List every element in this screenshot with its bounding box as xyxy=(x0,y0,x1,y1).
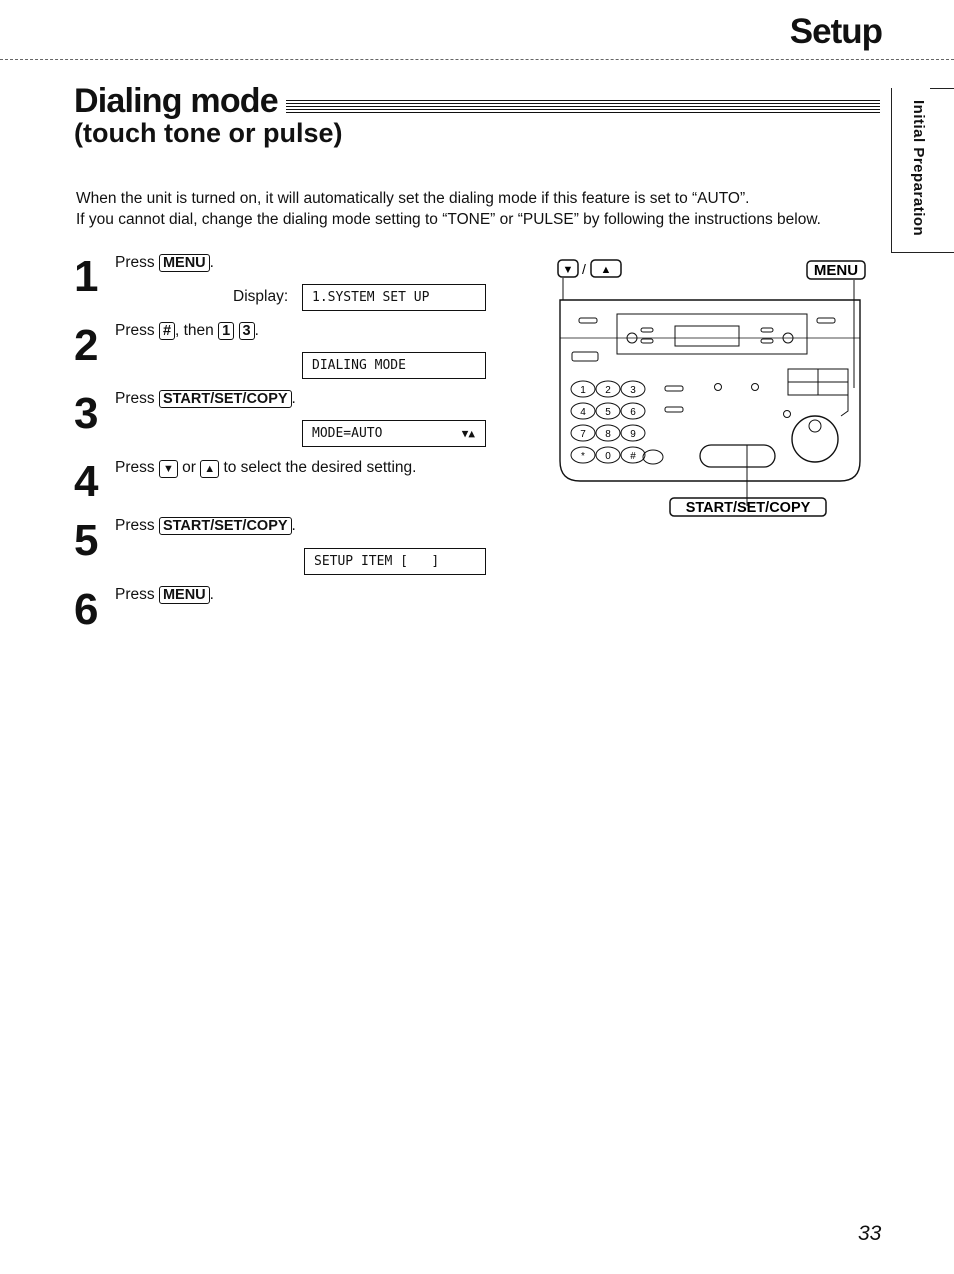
keypad-side-button-b xyxy=(665,407,683,412)
page-number: 33 xyxy=(858,1222,882,1245)
indicator-dot-c xyxy=(784,411,791,418)
section-title: Setup xyxy=(789,12,882,51)
keypad-label-2: 2 xyxy=(605,385,611,396)
fax-panel-diagram xyxy=(545,256,875,526)
down-arrow-key: ▼ xyxy=(159,460,178,478)
hash-key: # xyxy=(159,322,175,340)
dial-knob-center xyxy=(809,420,821,432)
panel-button-e xyxy=(579,318,597,323)
lcd-arrows: ▼▲ xyxy=(461,427,475,440)
step-5-press: Press xyxy=(115,517,155,534)
step-2-press: Press xyxy=(115,322,155,339)
menu-label-text: MENU xyxy=(813,262,859,279)
lcd-display-3 xyxy=(302,420,486,447)
step-number-6: 6 xyxy=(74,585,99,634)
step-number-5: 5 xyxy=(74,516,99,565)
panel-button-a xyxy=(641,328,653,332)
start-set-copy-key: START/SET/COPY xyxy=(159,390,292,408)
side-tab-label: Initial Preparation xyxy=(910,100,927,237)
header-rule xyxy=(0,59,954,60)
intro-paragraph xyxy=(76,188,896,230)
start-set-copy-button-shape xyxy=(700,445,775,467)
menu-key: MENU xyxy=(159,254,210,272)
step-4-press: Press xyxy=(115,459,155,476)
menu-label xyxy=(807,261,865,279)
lcd-text-2: DIALING MODE xyxy=(312,358,406,373)
keypad xyxy=(571,381,645,463)
lcd-text-5: SETUP ITEM [ ] xyxy=(314,554,440,569)
keypad-label-8: 8 xyxy=(605,429,611,440)
panel-button-d xyxy=(761,339,773,343)
digit-1-key: 1 xyxy=(218,322,234,340)
lcd-display-5 xyxy=(304,548,486,575)
lcd-text-1: 1.SYSTEM SET UP xyxy=(312,290,430,305)
panel-button-g xyxy=(572,352,598,361)
digit-3-key: 3 xyxy=(239,322,255,340)
start-set-copy-key-2: START/SET/COPY xyxy=(159,517,292,535)
indicator-dot-a xyxy=(715,384,722,391)
step-1-press: Press xyxy=(115,254,155,271)
step-3-press: Press xyxy=(115,390,155,407)
keypad-label-7: 7 xyxy=(580,429,586,440)
keypad-label-1: 1 xyxy=(580,385,586,396)
step-number-3: 3 xyxy=(74,389,99,438)
start-set-copy-label xyxy=(670,498,826,516)
panel-button-c xyxy=(761,328,773,332)
start-label-text: START/SET/COPY xyxy=(685,500,811,516)
up-arrow-icon: ▲ xyxy=(600,264,612,276)
keypad-label-star: * xyxy=(581,451,585,462)
lcd-text-3: MODE=AUTO xyxy=(312,426,383,441)
keypad-label-0: 0 xyxy=(605,451,611,462)
step-3-end: . xyxy=(291,390,296,407)
arrow-keys-label xyxy=(558,260,621,277)
arrow-separator: / xyxy=(582,261,586,277)
step-6-instruction xyxy=(115,586,214,604)
indicator-dot-b xyxy=(752,384,759,391)
step-4-mid: or xyxy=(182,459,196,476)
step-4-end: to select the desired setting. xyxy=(223,459,417,476)
down-arrow-icon: ▼ xyxy=(562,264,574,276)
display-window xyxy=(675,326,739,346)
panel-button-b xyxy=(641,339,653,343)
step-5-end: . xyxy=(291,517,296,534)
step-1-end: . xyxy=(209,254,214,271)
up-arrow-key: ▲ xyxy=(200,460,219,478)
step-number-1: 1 xyxy=(74,252,99,301)
lcd-display-2 xyxy=(302,352,486,379)
panel-button-f xyxy=(817,318,835,323)
keypad-label-hash: # xyxy=(630,451,636,462)
menu-button-pointer xyxy=(841,395,848,416)
keypad-label-4: 4 xyxy=(580,407,586,418)
keypad-label-6: 6 xyxy=(630,407,636,418)
side-tab-top-rule xyxy=(930,88,954,89)
step-number-4: 4 xyxy=(74,457,99,506)
intro-line-2: If you cannot dial, change the dialing mode setting to “TONE” or “PULSE” by following the instructions below. xyxy=(76,211,821,228)
step-5-instruction xyxy=(115,517,296,535)
step-6-press: Press xyxy=(115,586,155,603)
step-2-mid: , then xyxy=(175,322,214,339)
title-decoration-bars xyxy=(286,100,880,114)
intro-line-1: When the unit is turned on, it will automatically set the dialing mode if this feature is set to “AUTO”. xyxy=(76,190,750,207)
step-number-2: 2 xyxy=(74,321,99,370)
extra-round-key xyxy=(643,450,663,464)
display-bezel xyxy=(617,314,807,354)
keypad-label-9: 9 xyxy=(630,429,636,440)
page-title: Dialing mode xyxy=(74,82,278,120)
menu-key-2: MENU xyxy=(159,586,210,604)
step-2-instruction xyxy=(115,322,259,340)
keypad-label-5: 5 xyxy=(605,407,611,418)
step-6-end: . xyxy=(209,586,214,603)
step-3-instruction xyxy=(115,390,296,408)
keypad-side-button-a xyxy=(665,386,683,391)
keypad-label-3: 3 xyxy=(630,385,636,396)
step-1-instruction xyxy=(115,254,214,272)
page-subtitle: (touch tone or pulse) xyxy=(74,118,343,148)
step-4-instruction xyxy=(115,459,416,478)
dial-knob xyxy=(792,416,838,462)
lcd-display-1 xyxy=(302,284,486,311)
step-2-end: . xyxy=(254,322,259,339)
display-label: Display: xyxy=(233,288,289,305)
